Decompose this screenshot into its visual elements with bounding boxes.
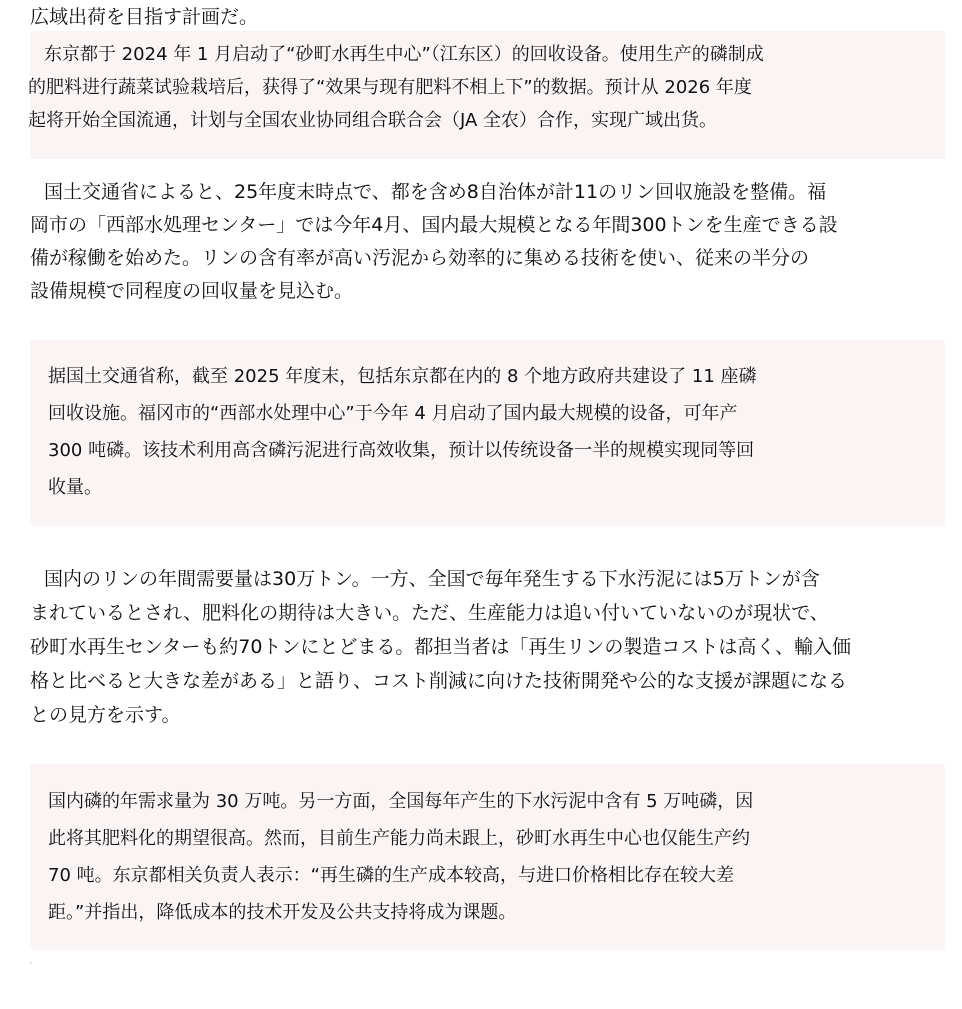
ja-paragraph	[30, 562, 945, 732]
translation-line: 300 吨磷。该技术利用高含磷污泥进行高效收集，预计以传统设备一半的规模实现同等回	[48, 440, 755, 461]
translation-line: 起将开始全国流通，计划与全国农业协同组合联合会（JA 全农）合作，实现广域出货。	[28, 110, 718, 131]
ja-paragraph	[30, 176, 945, 308]
paragraph-line: 国内のリンの年間需要量は30万トン。一方、全国で毎年発生する下水汚泥には5万トンが含	[44, 568, 820, 590]
translation-line: 70 吨。东京都相关负责人表示：“再生磷的生产成本较高，与进口价格相比存在较大差	[48, 865, 734, 886]
translation-line: 国内磷的年需求量为 30 万吨。另一方面，全国每年产生的下水污泥中含有 5 万吨磷，因	[48, 791, 754, 812]
translation-line: 回收设施。福冈市的“西部水处理中心”于今年 4 月启动了国内最大规模的设备，可年产	[48, 403, 738, 424]
translation-box	[30, 764, 945, 950]
paragraph-line: 格と比べると大きな差がある」と語り、コスト削減に向けた技術開発や公的な支援が課題になる	[30, 670, 848, 692]
paragraph-line: 備が稼働を始めた。リンの含有率が高い汚泥から効率的に集める技術を使い、従来の半分の	[30, 247, 810, 269]
translation-line: 东京都于 2024 年 1 月启动了“砂町水再生中心”（江东区）的回收设备。使用生产的磷制成	[44, 44, 764, 65]
paragraph-line: 砂町水再生センターも約70トンにとどまる。都担当者は「再生リンの製造コストは高く、輸入価	[30, 636, 852, 658]
translation-box	[30, 31, 945, 159]
paragraph-line: まれているとされ、肥料化の期待は大きい。ただ、生産能力は追い付いていないのが現状で、	[30, 602, 829, 624]
translation-line: 此将其肥料化的期望很高。然而，目前生产能力尚未跟上，砂町水再生中心也仅能生产约	[48, 828, 750, 849]
translation-box	[30, 340, 945, 526]
translation-line: 距。”并指出，降低成本的技术开发及公共支持将成为课题。	[48, 902, 517, 923]
translation-line: 收量。	[48, 477, 102, 498]
paragraph-line: との見方を示す。	[30, 704, 181, 726]
translation-line: 据国土交通省称，截至 2025 年度末，包括东京都在内的 8 个地方政府共建设了 11 座磷	[48, 366, 757, 387]
paragraph-line: 設備規模で同程度の回収量を見込む。	[30, 280, 354, 302]
paragraph-line: 岡市の「西部水処理センター」では今年4月、国内最大規模となる年間300トンを生産できる設	[30, 214, 838, 236]
divider-dot	[30, 962, 32, 964]
ja-paragraph-fragment: 広域出荷を目指す計画だ。	[30, 6, 259, 28]
translation-line: 的肥料进行蔬菜试验栽培后，获得了“效果与现有肥料不相上下”的数据。预计从 2026 年度	[28, 77, 752, 98]
paragraph-line: 国土交通省によると、25年度末時点で、都を含め8自治体が計11のリン回収施設を整備。福	[44, 181, 827, 203]
